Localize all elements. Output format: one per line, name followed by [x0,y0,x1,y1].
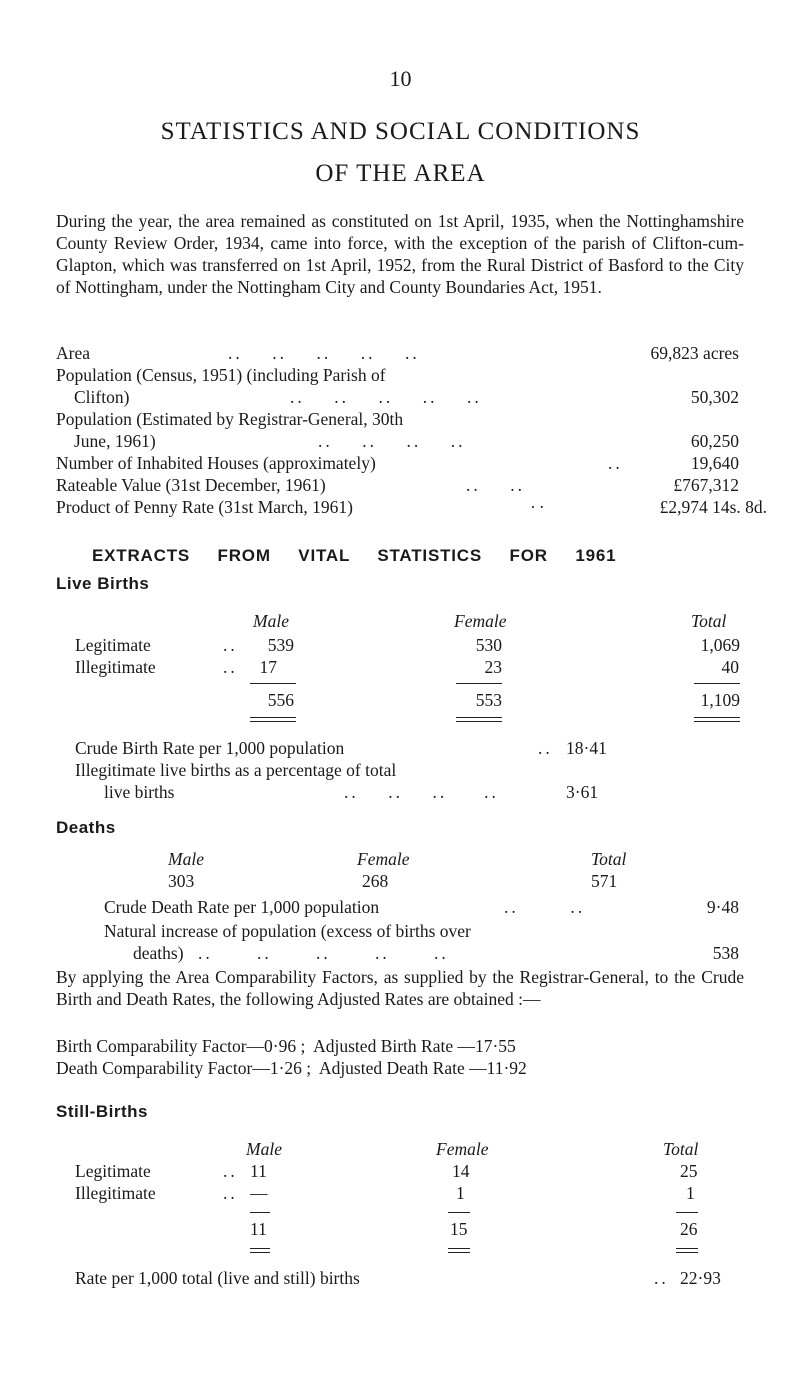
leader-dots: .. [223,657,238,677]
leader-dots: .. .. .. .. .. [198,943,449,963]
sum-rule [250,683,296,684]
cell-female: 1 [456,1183,465,1203]
row-label: Legitimate [75,635,151,655]
leader-dots: .. .. [466,475,525,495]
extracts-heading: EXTRACTS FROM VITAL STATISTICS FOR 1961 [92,546,617,565]
leader-dots: .. [654,1268,669,1288]
leader-dots: .. [223,1183,238,1203]
leader-dots: .. [608,453,623,473]
leader-dots: .. [223,635,238,655]
pop-census-label: Population (Census, 1951) (including Parish of [56,365,386,385]
penny-value: £2,974 14s. 8d. [659,497,767,517]
cell-male: 539 [267,635,294,655]
double-rule [694,717,740,722]
page-subtitle: OF THE AREA [315,160,486,187]
cell-female: 23 [484,657,502,677]
comparability-paragraph: By applying the Area Comparability Factors, as supplied by the Registrar-General, to the Crude Birth and Death Rates, the following Adjusted Rates are obtained :— [56,967,744,1009]
deaths-heading: Deaths [56,818,116,837]
col-male: Male [168,849,204,869]
total-total: 26 [680,1219,698,1239]
row-label: Illegitimate [75,657,156,677]
double-rule [456,717,502,722]
leader-dots: .. .. .. .. .. [290,387,482,407]
cell-total: 25 [680,1161,698,1181]
col-female: Female [454,611,507,631]
row-label: Legitimate [75,1161,151,1181]
penny-label: Product of Penny Rate (31st March, 1961) [56,497,353,517]
col-male: Male [246,1139,282,1159]
crude-birth-value: 18·41 [566,738,607,758]
double-rule [448,1248,470,1253]
cell-male: — [250,1183,268,1203]
pop-est-label: Population (Estimated by Registrar-General, 30th [56,409,404,429]
sum-rule [694,683,740,684]
sum-rule [448,1212,470,1213]
rateable-label: Rateable Value (31st December, 1961) [56,475,326,495]
intro-paragraph: During the year, the area remained as constituted on 1st April, 1935, when the Nottinghamshire County Review Order, 1934, came into force, with the exception of the parish of Clifton-cum-Glapton, which was transferred on 1st April, 1952, from the Rural District of Basford to the City of Nottingham, under the Nottingham City and County Boundaries Act, 1951. [56,211,744,297]
leader-dots: .. .. .. .. [344,782,499,802]
area-label: Area [56,343,91,363]
total-total: 1,109 [700,690,740,710]
leader-dots: .. [223,1161,238,1181]
cell-total: 1 [686,1183,695,1203]
deaths-female: 268 [362,871,389,891]
double-rule [250,717,296,722]
leader-dots: .. .. .. .. [318,431,466,451]
col-total: Total [663,1139,699,1159]
illeg-pct-value: 3·61 [566,782,599,802]
double-rule [676,1248,698,1253]
natural-label: Natural increase of population (excess of births over [104,921,471,941]
col-female: Female [357,849,410,869]
pop-census-value: 50,302 [690,387,739,407]
live-births-heading: Live Births [56,574,150,593]
birth-factor-line: Birth Comparability Factor—0·96 ; Adjusted Birth Rate —17·55 [56,1036,516,1056]
crude-death-label: Crude Death Rate per 1,000 population [104,897,380,917]
sum-rule [456,683,502,684]
crude-death-value: 9·48 [706,897,739,917]
death-factor-line: Death Comparability Factor—1·26 ; Adjusted Death Rate —11·92 [56,1058,527,1078]
crude-birth-label: Crude Birth Rate per 1,000 population [75,738,345,758]
pop-est-value: 60,250 [690,431,739,451]
deaths-male: 303 [168,871,195,891]
illeg-pct-label: Illegitimate live births as a percentage of total [75,760,397,780]
natural-value: 538 [712,943,739,963]
col-total: Total [691,611,727,631]
cell-female: 530 [475,635,502,655]
col-male: Male [253,611,289,631]
page-number: 10 [389,66,412,91]
houses-value: 19,640 [690,453,739,473]
still-births-heading: Still-Births [56,1102,148,1121]
cell-male: 11 [250,1161,267,1181]
total-male: 11 [250,1219,267,1239]
illeg-pct-label-cont: live births [104,782,175,802]
double-rule [250,1248,270,1253]
cell-female: 14 [452,1161,470,1181]
sum-rule [250,1212,270,1213]
leader-dots: .. .. [504,897,586,917]
page-title: STATISTICS AND SOCIAL CONDITIONS [160,118,641,145]
sum-rule [676,1212,698,1213]
leader-dots: .. .. .. .. .. [228,343,420,363]
houses-label: Number of Inhabited Houses (approximately) [56,453,376,473]
total-female: 15 [450,1219,468,1239]
row-label: Illegitimate [75,1183,156,1203]
total-female: 553 [475,690,502,710]
col-total: Total [591,849,627,869]
cell-total: 1,069 [700,635,740,655]
area-value: 69,823 acres [650,343,739,363]
rateable-value: £767,312 [673,475,739,495]
cell-male: 17 [259,657,277,677]
still-rate-value: 22·93 [680,1268,721,1288]
cell-total: 40 [721,657,739,677]
pop-est-label-cont: June, 1961) [74,431,156,451]
leader-dots: .. [538,738,553,758]
deaths-total: 571 [591,871,618,891]
natural-label-cont: deaths) [133,943,184,963]
leader-dots: ·· [530,497,548,517]
col-female: Female [436,1139,489,1159]
pop-census-label-cont: Clifton) [74,387,130,407]
total-male: 556 [267,690,294,710]
still-rate-label: Rate per 1,000 total (live and still) births [75,1268,360,1288]
